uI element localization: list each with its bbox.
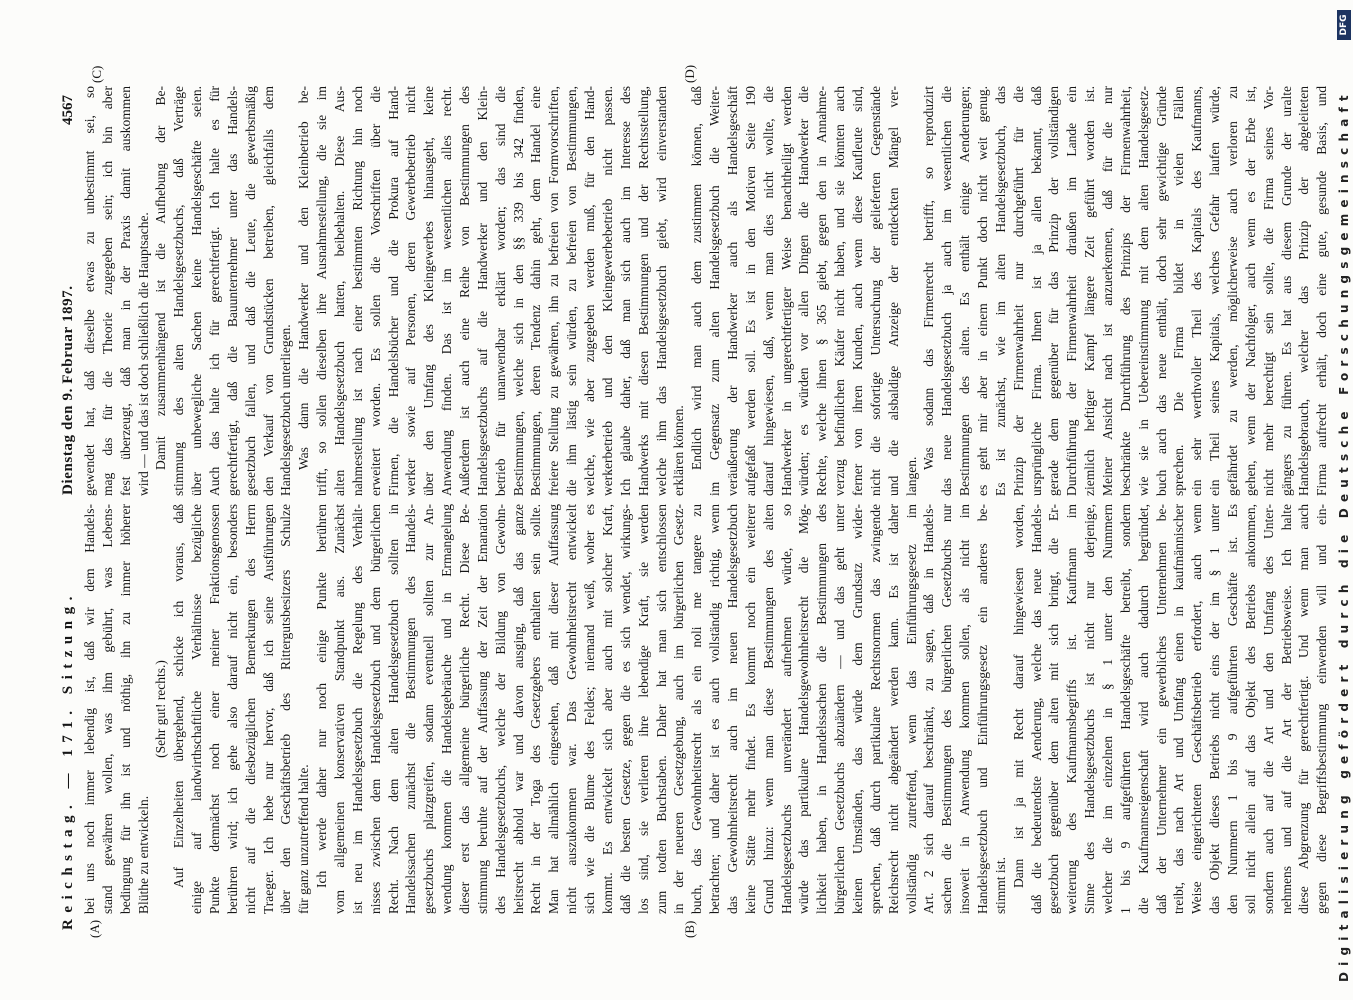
text-line: beschränkte Durchführung des Prinzips der Firmenwahrheit,	[1117, 86, 1133, 496]
text-line: Reichsrecht nicht abgeändert werden kann. Es ist daher	[885, 504, 901, 914]
text-line: des Handelsgesetzbuchs, welche der Bildung von Gewohn-	[492, 504, 508, 914]
text-line: wie sie in Uebereinstimmung mit dem alten Handelsgesetz-	[1135, 86, 1151, 496]
text-line: veräußerung der Handwerker auch als Handelsgeschäft	[724, 86, 740, 496]
text-line: fest überzeugt, daß man in der Praxis damit auskommen	[117, 86, 133, 496]
text-line: Handelsgesetzbuchs unverändert aufnehmen würde, so	[778, 504, 794, 914]
text-line: Auch das halte ich für gerechtfertigt. Ich halte es für	[207, 86, 223, 496]
text-line: gerade dem gegenüber für das Prinzip der vollständigen	[1046, 86, 1062, 496]
text-line: welche, wie aber zugegeben werden muß, für den Hand-	[582, 86, 598, 496]
text-line: Ich werde daher nur noch einige Punkte berühren	[314, 504, 330, 888]
text-line: los sind, sie verlieren ihre lebendige Kraft, sie werden	[635, 504, 651, 914]
text-line: Recht. Nach dem alten Handelsgesetzbuch sollten in	[385, 504, 401, 914]
text-line: Was dann die Handwerker und den Kleinbetrieb be-	[296, 86, 312, 470]
text-line: buch, das Gewohnheitsrecht als ein noli me tangere zu	[689, 504, 705, 914]
text-line: aufgefaßt werden soll. Es ist in den Motiven Seite 190	[742, 86, 758, 496]
text-line: wendung kommen die Handelsgebräuche und in Ermangelung	[439, 504, 455, 914]
text-line: Blüthe zu entwickeln.	[135, 795, 151, 914]
text-line: ziemlich heftiger Kampf längere Zeit geführt worden ist.	[1082, 86, 1098, 496]
text-line: nicht auszukommen war. Das Gewohnheitsrecht entwickelt	[564, 504, 580, 914]
text-line: berühren wird; ich gehe also darauf nicht ein, besonders	[224, 504, 240, 914]
text-line: im Gegensatz zum alten Handelsgesetzbuch die Weiter-	[707, 86, 723, 496]
text-line: Bestimmungen des alten. Es enthält einige Aenderungen;	[957, 86, 973, 496]
text-line: über unbewegliche Sachen keine Handelsgeschäfte seien.	[189, 86, 205, 496]
text-line: würde das partikulare Handelsgewohnheitsrecht die Mög-	[796, 504, 812, 914]
interjection: (Sehr gut! rechts.)	[153, 660, 169, 758]
text-line: bedingung für ihn ist und nöthig, ihn zu immer höherer	[117, 504, 133, 914]
text-line: Auf Einzelheiten übergehend, schicke ich voraus, daß	[171, 504, 187, 888]
text-line: gängers zu führen. Es hat aus diesem Grunde der uralte	[1278, 86, 1294, 496]
text-line: nicht die sofortige Untersuchung der gelieferten Gegenstände	[867, 86, 883, 496]
text-line: sachen die Bestimmungen des bürgerlichen Gesetzbuchs nur	[939, 504, 955, 914]
text-line: stimmung beruhte auf der Auffassung der Zeit der Emanation	[474, 504, 490, 914]
text-line: daß die bedeutendste Aenderung, welche das neue Handels-	[1028, 504, 1044, 914]
text-line: Meiner Ansicht nach ist anzuerkennen, daß für die nur	[1099, 86, 1115, 496]
text-line: welcher die im einzelnen in § 1 unter den Nummern	[1099, 504, 1115, 914]
text-line: diese Abgrenzung für gerechtfertigt. Und wenn man auch	[1296, 504, 1312, 914]
text-line: Handelsgesetzbuchs auf die Handwerker und den Klein-	[474, 86, 490, 496]
text-line: Durchführung der Firmenwahrheit draußen im Lande ein	[1064, 86, 1080, 496]
text-line: gehen, wenn der Nachfolger, auch wenn es der Erbe ist,	[1242, 86, 1258, 496]
right-column	[81, 86, 1331, 496]
text-line: und die alsbaldige Anzeige der entdeckten Mängel ver-	[885, 86, 901, 496]
text-line: Handwerks mit diesen Bestimmungen und der Rechtsstellung,	[635, 86, 651, 496]
text-line: nahmestellung ist nach einer bestimmten Richtung hin noch	[349, 86, 365, 496]
margin-marker-d: (D)	[682, 64, 697, 83]
margin-marker-b: (B)	[682, 920, 697, 938]
text-line: Es ist zunächst, wie im alten Handelsgesetzbuch, das	[992, 86, 1008, 496]
text-line: ursprüngliche Firma. Ihnen ist ja allen bekannt, daß	[1028, 86, 1044, 496]
text-line: Firmen, die Handelsbücher und die Prokura auf Hand-	[385, 86, 401, 496]
text-line: daß die besten Gesetze, gegen die es sich wendet, wirkungs-	[617, 504, 633, 914]
text-line: ein sehr werthvoller Theil des Kapitals des Kaufmanns,	[1189, 86, 1205, 496]
text-line: weiterung des Kaufmannsbegriffs ist. Kaufmann im	[1064, 504, 1080, 914]
text-line: nicht mehr berechtigt sein sollte, die Firma seines Vor-	[1260, 86, 1276, 496]
text-line: Punkte demnächst noch einer meiner Fraktionsgenossen	[207, 504, 223, 914]
text-line: Grund hinzu: wenn man diese Bestimmungen des alten	[760, 504, 776, 914]
page-number: 4567	[60, 95, 76, 125]
text-line: soll nicht allein auf das Objekt des Betriebs ankommen,	[1242, 504, 1258, 914]
text-line: heitsrecht abhold war und davon ausging, daß das ganze	[510, 504, 526, 914]
text-line: verzug befindlichen Käufer nicht haben, und sie könnten auch	[832, 86, 848, 496]
text-line: betrachten; und daher ist es auch vollständig richtig, wenn	[707, 504, 723, 914]
text-line: insoweit in Anwendung kommen sollen, als nicht im	[957, 504, 973, 914]
text-line: Sinne des Handelsgesetzbuchs ist nicht nur derjenige,	[1082, 504, 1098, 914]
text-line: ferner von ihren Kunden, auch wenn diese Kaufleute sind,	[849, 86, 865, 496]
text-line: freiere Stellung zu gewähren, ihn zu befreien von Formvorschriften,	[546, 86, 562, 496]
text-line: über den Geschäftsbetrieb des Rittergutsbesitzers Schulze	[278, 504, 294, 914]
text-line: dieser erst das allgemeine bürgerliche Recht. Diese Be-	[457, 504, 473, 914]
text-line: Handelsgesetzbuch und Einführungsgesetz ein anderes be-	[974, 504, 990, 914]
text-line: Was sodann das Firmenrecht betrifft, so reproduzirt	[921, 86, 937, 470]
left-column	[81, 504, 1331, 914]
text-line: alten Handelsgesetzbuch hatten, beibehalten. Diese Aus-	[332, 86, 348, 496]
text-line: würden; es würden vor allen Dingen die Handwerker die	[796, 86, 812, 496]
text-line: gegen diese Begriffsbestimmung einwenden will und ein-	[1314, 504, 1330, 914]
margin-marker-a: (A)	[87, 919, 102, 938]
text-line: Anwendung finden. Das ist im wesentlichen alles recht.	[439, 86, 455, 496]
text-line: erklären können.	[671, 405, 687, 496]
text-line: werker sowie auf Personen, deren Gewerbebetrieb nicht	[403, 86, 419, 496]
text-line: zum todten Buchstaben. Daher hat man sich entschlossen	[653, 504, 669, 914]
text-line: vom allgemeinen konservativen Standpunkt aus. Zunächst	[332, 504, 348, 914]
text-line: Ich glaube daher, daß man sich auch im Interesse des	[617, 86, 633, 496]
text-line: Handelssachen zunächst die Bestimmungen des Handels-	[403, 504, 419, 914]
text-line: sprechen, daß durch partikulare Rechtsnormen das zwingende	[867, 504, 883, 914]
text-line: Handwerker in ungerechtfertigter Weise benachtheiligt werden	[778, 86, 794, 496]
text-line: stimmung des alten Handelsgesetzbuchs, daß Verträge	[171, 86, 187, 496]
text-line: keine Stätte mehr findet. Es kommt noch ein weiterer	[742, 504, 758, 914]
text-line: ein Theil seines Kapitals, welches Gefahr laufen würde,	[1207, 86, 1223, 496]
digitization-credit: Digitalisierung gefördert durch die Deutsche Forschungsgemeinschaft	[1337, 89, 1351, 982]
text-line: in der neueren Gesetzgebung, auch im bürgerlichen Gesetz-	[671, 504, 687, 914]
text-line: Handelsgesetzbuch unterliegen.	[278, 324, 294, 496]
margin-marker-c: (C)	[89, 65, 104, 83]
text-line: nicht auf die diesbezüglichen Bemerkungen des Herrn	[242, 504, 258, 914]
text-line: bürgerlichen Gesetzbuchs abzuändern — und das geht unter	[832, 504, 848, 914]
text-line: nehmens und auf die Art der Betriebsweise. Ich halte	[1278, 504, 1294, 914]
text-line: Art. 2 sich darauf beschränkt, zu sagen, daß in Handels-	[921, 504, 937, 914]
text-line: stand gewähren wollen, was ihm gebührt, was Lebens-	[99, 504, 115, 914]
text-line: daß der Unternehmer ein gewerbliches Unternehmen be-	[1153, 504, 1169, 914]
text-line: Bestimmungen, deren Tendenz dahin geht, dem Handel eine	[528, 86, 544, 496]
text-line: die ihm lästig sein würden, zu befreien von Bestimmungen,	[564, 86, 580, 496]
text-line: Damit zusammenhängend ist die Aufhebung der Be-	[153, 86, 169, 470]
text-line: den Verkauf von Grundstücken betreiben, gleichfalls dem	[260, 86, 276, 496]
text-line: Endlich wird man auch dem zustimmen können, daß	[689, 86, 705, 470]
text-line: ist neu im Handelsgesetzbuch die Regelung des Verhält-	[349, 504, 365, 914]
text-line: Bestimmungen, welche sich in den §§ 339 bis 342 finden,	[510, 86, 526, 496]
text-line: Prinzip der Firmenwahrheit nur durchgeführt für die	[1010, 86, 1026, 496]
text-line: Recht in der Toga des Gesetzgebers enthalten sein sollte.	[528, 504, 544, 914]
text-line: buch auch das neue enthält, doch sehr gewichtige Gründe	[1153, 86, 1169, 496]
text-line: Weise eingerichteten Geschäftsbetrieb erfordert, auch wenn	[1189, 504, 1205, 914]
text-line: den Nummern 1 bis 9 aufgeführten Geschäfte ist. Es	[1225, 504, 1240, 914]
text-line: gewendet hat, daß dieselbe etwas zu unbestimmt sei, so	[82, 86, 97, 496]
text-line: die Kaufmannseigenschaft wird auch dadurch begründet,	[1135, 504, 1151, 914]
text-line: darauf hingewiesen, daß, wenn man dies nicht wollte, die	[760, 86, 776, 496]
text-line: lichkeit haben, in Handelssachen die Bestimmungen des	[814, 504, 830, 914]
text-line: 1 bis 9 aufgeführten Handelsgeschäfte betreibt, sondern	[1117, 504, 1133, 914]
text-line: mag das für die Theorie zugegeben sein; ich bin aber	[99, 86, 115, 496]
text-line: das Objekt dieses Betriebs nicht eins der im § 1 unter	[1207, 504, 1223, 914]
text-line: keinen Umständen, das würde dem Grundsatz wider-	[849, 504, 865, 914]
text-line: stimmt ist.	[992, 856, 1008, 914]
text-line: über den Umfang des Kleingewerbes hinausgeht, keine	[421, 86, 437, 496]
text-line: nisses zwischen dem Handelsgesetzbuch und dem bürgerlichen	[367, 504, 383, 914]
text-line: gerechtfertigt, daß die Bauunternehmer unter das Handels-	[224, 86, 240, 496]
text-line: gesetzbuchs platzgreifen, sodann eventuell sollten zur An-	[421, 504, 437, 914]
text-line: Rechte, welche ihnen § 365 giebt, gegen den in Annahme-	[814, 86, 830, 496]
text-line: Dann ist ja mit Recht darauf hingewiesen worden,	[1010, 504, 1026, 888]
text-line: erweitert worden. Es sollen die Vorschriften über die	[367, 86, 383, 496]
text-line: Firma aufrecht erhält, doch eine gute, gesunde Basis, und	[1314, 86, 1330, 496]
text-line: bei uns noch immer lebendig ist, daß wir dem Handels-	[82, 504, 97, 914]
text-line: gesetzbuch gegenüber dem alten mit sich bringt, die Er-	[1046, 504, 1062, 914]
text-line: sich wie die Blume des Feldes; niemand weiß, woher es	[582, 504, 598, 914]
text-line: vollständig zutreffend, wenn das Einführungsgesetz im	[903, 504, 919, 914]
dfg-logo: DFG	[1337, 10, 1351, 40]
running-header-session: Reichstag. — 171. Sitzung.	[60, 590, 76, 930]
text-line: sprechen. Die Firma bildet in vielen Fällen	[1171, 86, 1187, 496]
text-line: Handelsgebrauch, welcher das Prinzip der abgeleiteten	[1296, 86, 1312, 496]
text-line: langen.	[903, 456, 919, 496]
text-line: das Gewohnheitsrecht auch im neuen Handelsgesetzbuch	[724, 504, 740, 914]
text-line: einige auf landwirthschaftliche Verhältnisse bezügliche	[189, 504, 205, 914]
text-line: das neue Handelsgesetzbuch ja auch im wesentlichen die	[939, 86, 955, 496]
text-line: gesetzbuch fallen, und daß die Leute, die gewerbsmäßig	[242, 86, 258, 496]
text-line: betrieb für unanwendbar erklärt worden; das sind die	[492, 86, 508, 496]
text-line: Man hat allmählich eingesehen, daß mit dieser Auffassung	[546, 504, 562, 914]
text-line: werkerbetrieb und den Kleingewerbebetrieb nicht passen.	[599, 86, 615, 496]
text-line: gefährdet zu werden, möglicherweise auch verloren zu	[1225, 86, 1240, 496]
running-header-date: Dienstag den 9. Februar 1897.	[60, 285, 76, 495]
text-line: für ganz unzutreffend halte.	[296, 764, 312, 914]
text-line: treibt, das nach Art und Umfang einen in kaufmännischer	[1171, 504, 1187, 914]
text-line: trifft, so sollen dieselben ihre Ausnahmestellung, die sie im	[314, 86, 330, 496]
text-line: welche ihm das Handelsgesetzbuch giebt, wird einverstanden	[653, 86, 669, 496]
text-line: Traeger. Ich hebe nur hervor, daß ich seine Ausführungen	[260, 504, 276, 914]
text-line: es geht mir aber in einem Punkt doch nicht weit genug.	[974, 86, 990, 496]
text-line: wird — und das ist doch schließlich die Hauptsache.	[135, 212, 151, 496]
text-line: sondern auch auf die Art und den Umfang des Unter-	[1260, 504, 1276, 914]
text-line: Außerdem ist auch eine Reihe von Bestimmungen des	[457, 86, 473, 496]
text-line: kommt. Es entwickelt sich aber auch mit solcher Kraft,	[599, 504, 615, 914]
